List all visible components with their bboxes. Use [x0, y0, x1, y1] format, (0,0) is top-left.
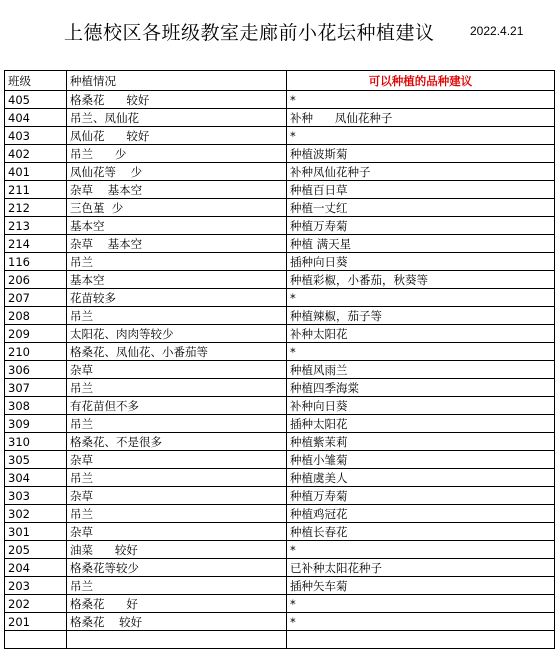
table-row — [5, 415, 555, 433]
table-row — [5, 127, 555, 145]
status-cell: 杂草 — [67, 361, 287, 379]
class-cell: 201 — [5, 613, 67, 631]
suggestion-cell: 已补种太阳花种子 — [287, 559, 555, 577]
table-row — [5, 613, 555, 631]
status-cell: 格桑花、不是很多 — [67, 433, 287, 451]
suggestion-cell: 种植彩椒，小番茄，秋葵等 — [287, 271, 555, 289]
status-cell: 吊兰 — [67, 469, 287, 487]
suggestion-cell: * — [287, 541, 555, 559]
table-row — [5, 523, 555, 541]
class-cell: 306 — [5, 361, 67, 379]
table-row — [5, 109, 555, 127]
table-row — [5, 199, 555, 217]
status-cell: 格桑花等较少 — [67, 559, 287, 577]
suggestion-cell: 种植四季海棠 — [287, 379, 555, 397]
class-cell: 302 — [5, 505, 67, 523]
class-cell: 207 — [5, 289, 67, 307]
suggestion-cell: * — [287, 127, 555, 145]
status-cell: 太阳花、肉肉等较少 — [67, 325, 287, 343]
status-cell: 吊兰 — [67, 577, 287, 595]
class-cell: 206 — [5, 271, 67, 289]
status-cell: 吊兰 少 — [67, 145, 287, 163]
class-cell: 303 — [5, 487, 67, 505]
empty-cell — [5, 631, 67, 649]
status-cell: 油菜 较好 — [67, 541, 287, 559]
status-cell: 杂草 基本空 — [67, 181, 287, 199]
suggestion-cell: * — [287, 613, 555, 631]
table-row — [5, 595, 555, 613]
class-cell: 304 — [5, 469, 67, 487]
suggestion-cell: 种植万寿菊 — [287, 217, 555, 235]
suggestion-cell: 种植一丈红 — [287, 199, 555, 217]
status-cell: 杂草 — [67, 523, 287, 541]
table-row — [5, 217, 555, 235]
status-cell: 杂草 — [67, 487, 287, 505]
planting-table — [4, 70, 555, 649]
class-cell: 209 — [5, 325, 67, 343]
class-cell: 205 — [5, 541, 67, 559]
suggestion-cell: 补种凤仙花种子 — [287, 163, 555, 181]
table-row — [5, 289, 555, 307]
table-row — [5, 433, 555, 451]
suggestion-cell: 种植紫茉莉 — [287, 433, 555, 451]
status-cell: 吊兰 — [67, 253, 287, 271]
column-header-class: 班级 — [5, 71, 67, 91]
empty-row — [5, 631, 555, 649]
status-cell: 吊兰 — [67, 379, 287, 397]
status-cell: 格桑花 较好 — [67, 613, 287, 631]
suggestion-cell: 种植百日草 — [287, 181, 555, 199]
suggestion-cell: 种植万寿菊 — [287, 487, 555, 505]
table-row — [5, 253, 555, 271]
table-header-row — [5, 71, 555, 91]
status-cell: 吊兰 — [67, 505, 287, 523]
status-cell: 三色堇 少 — [67, 199, 287, 217]
table-row — [5, 235, 555, 253]
table-row — [5, 343, 555, 361]
class-cell: 204 — [5, 559, 67, 577]
document-date: 2022.4.21 — [470, 24, 524, 38]
table-row — [5, 469, 555, 487]
suggestion-cell: 种植风雨兰 — [287, 361, 555, 379]
suggestion-cell: 种植辣椒，茄子等 — [287, 307, 555, 325]
suggestion-cell: 种植 满天星 — [287, 235, 555, 253]
status-cell: 基本空 — [67, 217, 287, 235]
suggestion-cell: 种植波斯菊 — [287, 145, 555, 163]
class-cell: 214 — [5, 235, 67, 253]
status-cell: 格桑花、凤仙花、小番茄等 — [67, 343, 287, 361]
table-row — [5, 163, 555, 181]
suggestion-cell: 插种矢车菊 — [287, 577, 555, 595]
class-cell: 405 — [5, 91, 67, 109]
table-row — [5, 325, 555, 343]
suggestion-cell: 补种太阳花 — [287, 325, 555, 343]
class-cell: 208 — [5, 307, 67, 325]
class-cell: 202 — [5, 595, 67, 613]
table-row — [5, 487, 555, 505]
suggestion-cell: * — [287, 289, 555, 307]
suggestion-cell: 种植小雏菊 — [287, 451, 555, 469]
suggestion-cell: * — [287, 595, 555, 613]
status-cell: 吊兰、凤仙花 — [67, 109, 287, 127]
status-cell: 吊兰 — [67, 415, 287, 433]
table-row — [5, 577, 555, 595]
suggestion-cell: 插种太阳花 — [287, 415, 555, 433]
suggestion-cell: * — [287, 91, 555, 109]
table-row — [5, 505, 555, 523]
class-cell: 307 — [5, 379, 67, 397]
class-cell: 213 — [5, 217, 67, 235]
status-cell: 格桑花 好 — [67, 595, 287, 613]
column-header-suggestion: 可以种植的品种建议 — [287, 71, 555, 91]
empty-cell — [67, 631, 287, 649]
status-cell: 杂草 基本空 — [67, 235, 287, 253]
class-cell: 116 — [5, 253, 67, 271]
empty-cell — [287, 631, 555, 649]
suggestion-cell: 补种 凤仙花种子 — [287, 109, 555, 127]
status-cell: 格桑花 较好 — [67, 91, 287, 109]
class-cell: 401 — [5, 163, 67, 181]
table-row — [5, 181, 555, 199]
table-row — [5, 451, 555, 469]
suggestion-cell: 种植虞美人 — [287, 469, 555, 487]
table-row — [5, 91, 555, 109]
class-cell: 210 — [5, 343, 67, 361]
table-row — [5, 559, 555, 577]
status-cell: 基本空 — [67, 271, 287, 289]
suggestion-cell: 补种向日葵 — [287, 397, 555, 415]
table-row — [5, 307, 555, 325]
status-cell: 凤仙花等 少 — [67, 163, 287, 181]
class-cell: 211 — [5, 181, 67, 199]
table-row — [5, 379, 555, 397]
table-body — [5, 91, 555, 649]
class-cell: 212 — [5, 199, 67, 217]
document-title: 上德校区各班级教室走廊前小花坛种植建议 — [64, 22, 435, 44]
suggestion-cell: 种植鸡冠花 — [287, 505, 555, 523]
table-row — [5, 145, 555, 163]
class-cell: 403 — [5, 127, 67, 145]
suggestion-cell: * — [287, 343, 555, 361]
table-row — [5, 397, 555, 415]
class-cell: 308 — [5, 397, 67, 415]
status-cell: 杂草 — [67, 451, 287, 469]
table-row — [5, 271, 555, 289]
table-row — [5, 541, 555, 559]
status-cell: 有花苗但不多 — [67, 397, 287, 415]
class-cell: 203 — [5, 577, 67, 595]
status-cell: 吊兰 — [67, 307, 287, 325]
status-cell: 凤仙花 较好 — [67, 127, 287, 145]
suggestion-cell: 插种向日葵 — [287, 253, 555, 271]
class-cell: 305 — [5, 451, 67, 469]
class-cell: 309 — [5, 415, 67, 433]
table-row — [5, 361, 555, 379]
class-cell: 310 — [5, 433, 67, 451]
status-cell: 花苗较多 — [67, 289, 287, 307]
suggestion-cell: 种植长春花 — [287, 523, 555, 541]
class-cell: 301 — [5, 523, 67, 541]
class-cell: 402 — [5, 145, 67, 163]
column-header-status: 种植情况 — [67, 71, 287, 91]
class-cell: 404 — [5, 109, 67, 127]
